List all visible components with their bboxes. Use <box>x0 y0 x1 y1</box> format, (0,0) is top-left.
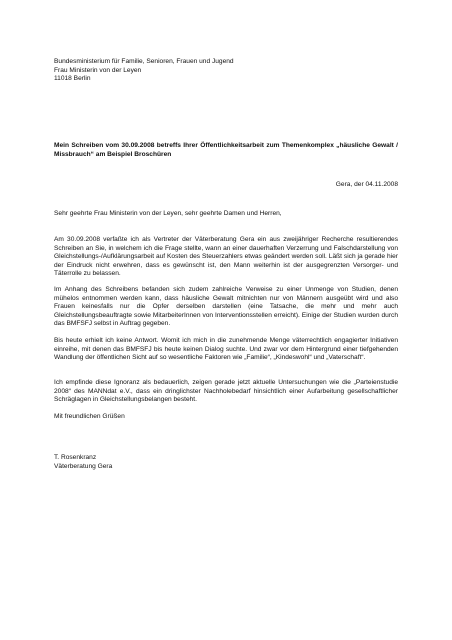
signature-organization: Väterberatung Gera <box>54 462 113 470</box>
paragraph-3: Bis heute erhielt ich keine Antwort. Womit ich mich in die zunehmende Menge väterrechtlich engagierter Initiativen einreihe, mit denen das BMFSFJ bis heute keinen Dialog suchte. Und zwar vor dem Hintergrund einer tiefgehenden Wandlung der öffentlichen Sicht auf so wesentliche Faktoren wie „Familie“, „Kindeswohl“ und „Vaterschaft“. <box>54 337 398 362</box>
address-line-3: 11018 Berlin <box>54 75 91 83</box>
recipient-address <box>54 58 398 84</box>
salutation: Sehr geehrte Frau Ministerin von der Leyen, sehr geehrte Damen und Herren, <box>54 210 282 217</box>
address-line-2: Frau Ministerin von der Leyen <box>54 66 142 74</box>
address-line-1: Bundesministerium für Familie, Senioren, Frauen und Jugend <box>54 58 234 65</box>
closing-phrase: Mit freundlichen Grüßen <box>54 413 125 420</box>
paragraph-1: Am 30.09.2008 verfaßte ich als Vertreter der Väterberatung Gera ein aus zweijähriger Recherche resultierendes Schreiben an Sie, in welchem ich die Frage stellte, wann an einer dauerhaften Verzerrung und Falschdarstellung von Gleichstellungs-/Aufklärungsarbeit auf Kosten des Steuerzahlers etwas geändert werden soll. Läßt sich ja gerade hier der Eindruck nicht erwehren, dass es gewünscht ist, den Mann weiterhin ist der ausgegrenzten Versorger- und Täterrolle zu belassen. <box>54 236 398 278</box>
letter-subject: Mein Schreiben vom 30.09.2008 betreffs Ihrer Öffentlichkeitsarbeit zum Themenkomplex „häusliche Gewalt / Missbrauch“ am Beispiel Broschüren <box>54 142 398 158</box>
paragraph-4: Ich empfinde diese Ignoranz als bedauerlich, zeigen gerade jetzt aktuelle Untersuchungen wie die „Parteienstudie 2008“ des MANNdat e.V., dass ein dringlichster Nachholebedarf hinsichtlich einer Aufarbeitung gesellschaftlicher Schräglagen in Gleichstellungsbelangen besteht. <box>54 379 398 404</box>
signature-block <box>54 454 398 471</box>
paragraph-2: Im Anhang des Schreibens befanden sich zudem zahlreiche Verweise zu einer Unmenge von Studien, denen mühelos entnommen werden kann, dass häusliche Gewalt mitnichten nur von Männern ausgeübt wird und also Frauen keinesfalls nur die Opfer derselben darstellen (eine Tatsache, die mehr und mehr auch Gleichstellungsbeauftragte sowie MitarbeiterInnen von Interventionsstellen erreicht). Einige der Studien wurden durch das BMFSFJ selbst in Auftrag gegeben. <box>54 286 398 328</box>
signature-name: T. Rosenkranz <box>54 454 97 461</box>
letter-date: Gera, der 04.11.2008 <box>335 181 398 188</box>
